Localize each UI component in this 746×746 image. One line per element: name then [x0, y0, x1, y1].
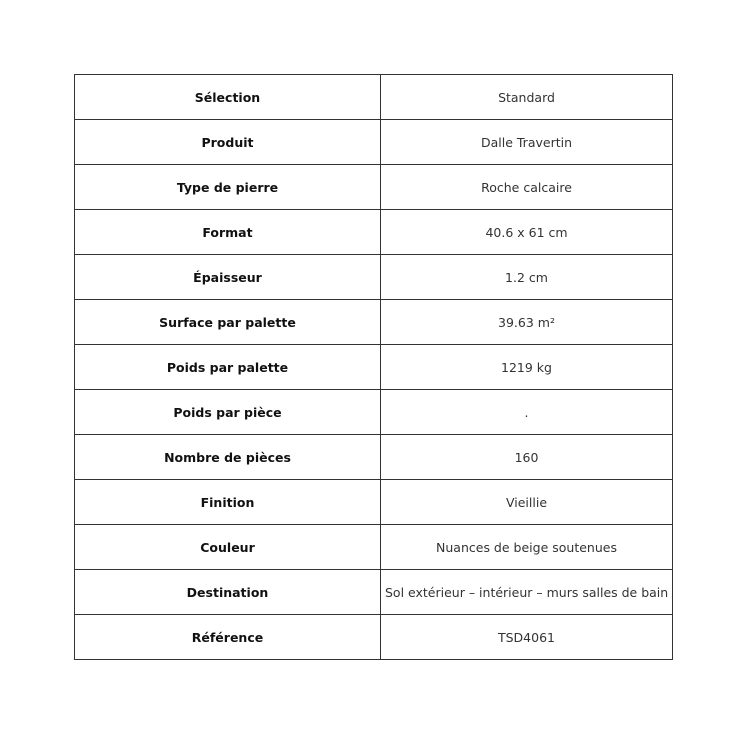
row-label-couleur: Couleur	[75, 525, 381, 570]
row-value-nombre-de-pieces: 160	[381, 435, 673, 480]
row-value-format: 40.6 x 61 cm	[381, 210, 673, 255]
table-row-destination	[75, 570, 673, 615]
table-row-nombre-de-pieces	[75, 435, 673, 480]
row-value-produit: Dalle Travertin	[381, 120, 673, 165]
row-label-epaisseur: Épaisseur	[75, 255, 381, 300]
row-value-surface-par-palette: 39.63 m²	[381, 300, 673, 345]
row-value-destination: Sol extérieur – intérieur – murs salles de bain	[381, 570, 673, 615]
table-row-surface-par-palette	[75, 300, 673, 345]
row-label-reference: Référence	[75, 615, 381, 660]
row-label-nombre-de-pieces: Nombre de pièces	[75, 435, 381, 480]
product-spec-table	[74, 74, 673, 660]
row-value-finition: Vieillie	[381, 480, 673, 525]
table-row-couleur	[75, 525, 673, 570]
row-value-couleur: Nuances de beige soutenues	[381, 525, 673, 570]
table-row-selection	[75, 75, 673, 120]
row-label-type-de-pierre: Type de pierre	[75, 165, 381, 210]
table-row-epaisseur	[75, 255, 673, 300]
row-label-produit: Produit	[75, 120, 381, 165]
table-row-poids-par-palette	[75, 345, 673, 390]
row-label-format: Format	[75, 210, 381, 255]
spec-table-body	[75, 75, 673, 660]
row-label-destination: Destination	[75, 570, 381, 615]
row-label-surface-par-palette: Surface par palette	[75, 300, 381, 345]
row-label-poids-par-palette: Poids par palette	[75, 345, 381, 390]
table-row-type-de-pierre	[75, 165, 673, 210]
row-value-poids-par-piece: .	[381, 390, 673, 435]
row-label-poids-par-piece: Poids par pièce	[75, 390, 381, 435]
row-value-selection: Standard	[381, 75, 673, 120]
row-value-epaisseur: 1.2 cm	[381, 255, 673, 300]
row-value-poids-par-palette: 1219 kg	[381, 345, 673, 390]
table-row-produit	[75, 120, 673, 165]
table-row-format	[75, 210, 673, 255]
table-row-finition	[75, 480, 673, 525]
row-value-reference: TSD4061	[381, 615, 673, 660]
row-label-finition: Finition	[75, 480, 381, 525]
row-label-selection: Sélection	[75, 75, 381, 120]
row-value-type-de-pierre: Roche calcaire	[381, 165, 673, 210]
table-row-poids-par-piece	[75, 390, 673, 435]
table-row-reference	[75, 615, 673, 660]
